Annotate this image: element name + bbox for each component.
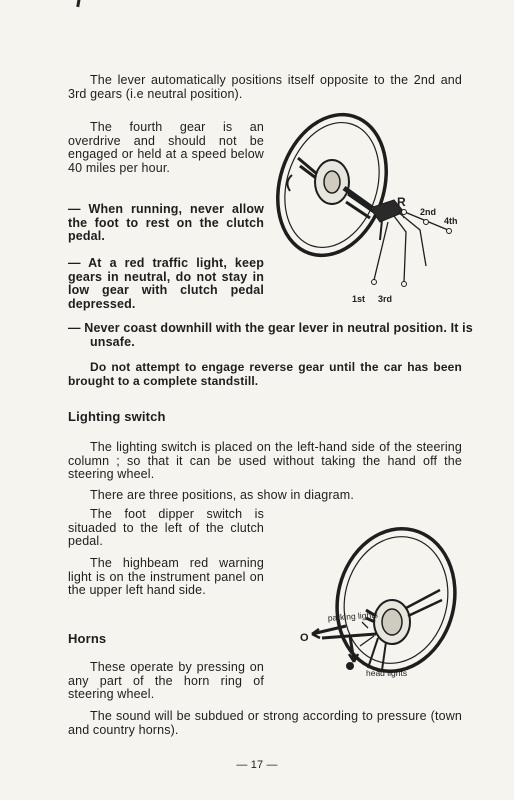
parking-lights-label: parking lights [327, 609, 379, 623]
paragraph-overdrive: The fourth gear is an overdrive and should not be engaged or held at a speed below 40 miles per hour. [68, 120, 264, 175]
off-position-label: O [300, 632, 309, 644]
paragraph-horns-operate: These operate by pressing on any part of the horn ring of steering wheel. [68, 660, 264, 702]
paragraph-lever-neutral: The lever automatically positions itself opposite to the 2nd and 3rd gears (i.e neutral position). [68, 73, 462, 101]
warning-coast-downhill: — Never coast downhill with the gear lever in neutral position. It is unsafe. [68, 321, 473, 349]
warning-reverse-gear: Do not attempt to engage reverse gear until the car has been brought to a complete standstill. [68, 360, 462, 388]
gear-lever-diagram [270, 90, 470, 310]
print-mark [76, 0, 81, 7]
head-lights-label: head lights [366, 668, 408, 678]
gear-label-third: 3rd [378, 294, 393, 304]
paragraph-highbeam-warning: The highbeam red warning light is on the instrument panel on the upper left hand side. [68, 556, 264, 598]
steering-wheel-icon [270, 100, 404, 269]
paragraph-horns-sound: The sound will be subdued or strong according to pressure (town and country horns). [68, 709, 462, 737]
warning-red-light: — At a red traffic light, keep gears in neutral, do not stay in low gear with clutch pedal depressed. [68, 256, 264, 311]
page-number: — 17 — [236, 759, 278, 771]
warning-clutch-foot: — When running, never allow the foot to rest on the clutch pedal. [68, 202, 264, 244]
heading-lighting-switch: Lighting switch [68, 409, 166, 424]
steering-wheel-icon [322, 518, 469, 684]
heading-horns: Horns [68, 631, 107, 646]
gear-label-fourth: 4th [444, 216, 458, 226]
paragraph-foot-dipper: The foot dipper switch is situaded to the left of the clutch pedal. [68, 507, 264, 549]
gear-label-second: 2nd [420, 207, 437, 217]
gear-label-first: 1st [352, 294, 366, 304]
paragraph-lighting-location: The lighting switch is placed on the left-hand side of the steering column ; so that it can be used without taking the hand off the steering wheel. [68, 440, 462, 482]
paragraph-three-positions: There are three positions, as show in diagram. [90, 488, 354, 502]
light-switch-lever-icon [312, 622, 376, 670]
gear-label-reverse: R [397, 195, 406, 209]
lighting-switch-diagram [292, 518, 472, 688]
